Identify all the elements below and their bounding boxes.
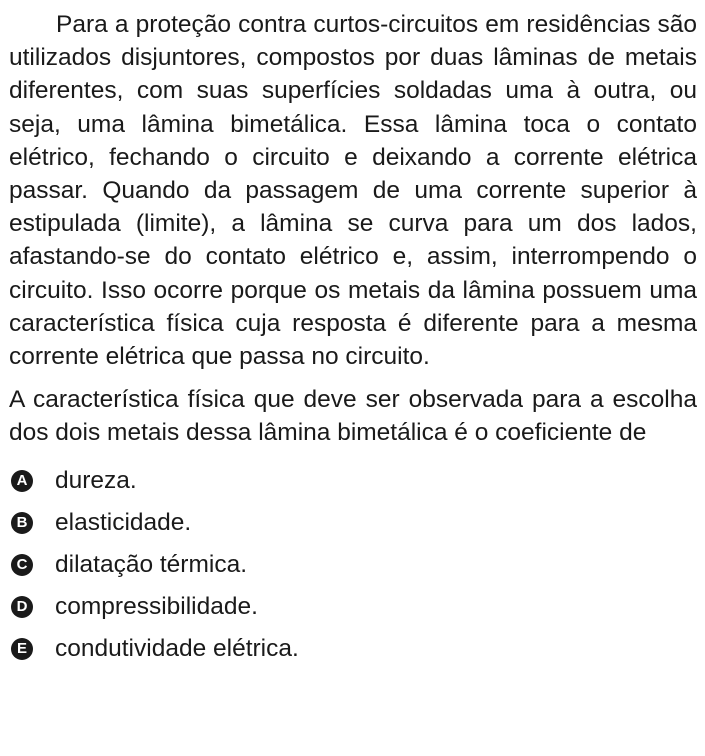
answer-options: [9, 460, 697, 670]
option-e-text: condutividade elétrica.: [55, 634, 299, 662]
option-d[interactable]: [9, 586, 697, 628]
option-d-text: compressibilidade.: [55, 592, 258, 620]
option-e[interactable]: [9, 628, 697, 670]
option-b[interactable]: [9, 502, 697, 544]
option-a-letter-icon: A: [11, 470, 33, 492]
option-e-letter-icon: E: [11, 638, 33, 660]
option-a[interactable]: [9, 460, 697, 502]
option-c-text: dilatação térmica.: [55, 550, 248, 578]
option-c[interactable]: [9, 544, 697, 586]
option-d-letter-icon: D: [11, 596, 33, 618]
option-c-letter-icon: C: [11, 554, 33, 576]
question-stem: A característica física que deve ser observada para a escolha dos dois metais dessa lâmina bimetálica é o coeficiente de: [9, 386, 697, 447]
passage-intro: Para a proteção contra curtos-circuitos em residências são utilizados disjuntores, compostos por duas lâminas de metais diferentes, com suas superfícies soldadas uma à outra, ou seja, uma lâmina bimetálica. Essa lâmina toca o contato elétrico, fechando o circuito e deixando a corrente elétrica passar. Quando da passagem de uma corrente superior à estipulada (limite), a lâmina se curva para um dos lados, afastando-se do contato elétrico e, assim, interrompendo o circuito. Isso ocorre porque os metais da lâmina possuem uma característica física cuja resposta é diferente para a mesma corrente elétrica que passa no circuito.: [9, 11, 697, 371]
option-a-text: dureza.: [55, 466, 137, 494]
option-b-text: elasticidade.: [55, 508, 192, 536]
option-b-letter-icon: B: [11, 512, 33, 534]
